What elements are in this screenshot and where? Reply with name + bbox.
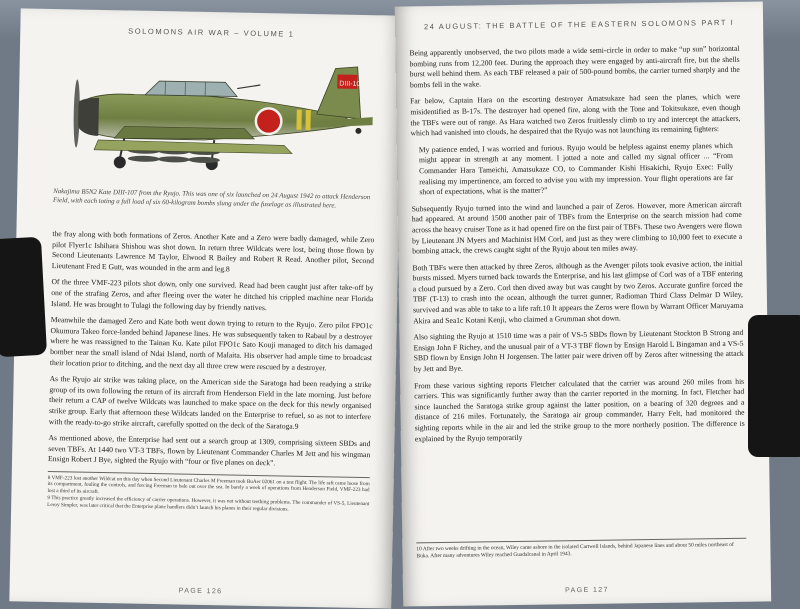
right-page — [395, 1, 771, 606]
left-page — [9, 8, 402, 608]
foam-weight-left — [0, 237, 47, 357]
paragraph: From these various sighting reports Fletcher calculated that the carrier was around 260 miles from his carriers. This was significantly further away than the carrier reported in the morning. In fact, Fletcher had since launched the Saratoga strike group against the latter position, on a bearing of 320 degrees and a distance of 216 miles. Fortunately, the Saratoga air group commander, Harry Felt, had monitored the sighting reports while in the air and led the strike group to the more northerly position. The difference is explained by the Ryujo temporarily — [414, 376, 745, 444]
paragraph: As the Ryujo air strike was taking place, on the American side the Saratoga had been readying a strike group of its own following the return of its aircraft from Henderson Field in the late morning. Just before their return a CAP of twelve Wildcats was launched to make space on the deck for this newly organised strike group. Early that afternoon these Wildcats landed on the Enterprise to refuel, so as not to interfere with the ready-to-go strike aircraft, carefully spotted on the deck of the Saratoga.9 — [49, 374, 372, 433]
figure-caption: Nakajima B5N2 Kate DIII-107 from the Ryujo. This was one of six launched on 24 August 1942 to attack Henderson Field, with each toting a full load of six 60-kilogram bombs slung under the fuselage as illustrated here. — [53, 187, 377, 211]
block-quote: My patience ended, I was worried and furious. Ryujo would be helpless against enemy planes which might appear in strength at any moment. I jotted a note and called my signal officer ... “From Commander Hara Tameichi, Amatsukaze CO, to Commander Kishi Hisakichi, Ryujo Exec: Fully realising my impertinence, am forced to advise you with my impression. Your flight operations are far short of expectations, what is the matter?” — [419, 141, 734, 198]
right-body-text — [409, 44, 745, 451]
paragraph: Also sighting the Ryujo at 1510 time was a pair of VS-5 SBDs flown by Lieutenant Stockton B Strong and Ensign John F Richey, and the unusual pair of a VT-3 TBF flown by Ensign Harold L Bingaman and a VS-5 SBD flown by Ensign John H Jorgensen. The latter pair were driven off by Zeros after witnessing the attack by Jett and Bye. — [413, 328, 744, 375]
left-body-text — [47, 229, 374, 515]
footnote: 9 This practice greatly increased the efficiency of carrier operations. However, it was not without teething problems. The commander of VS-5, Lieutenant Leroy Simpler, was later critical that the Enterprise plane handlers didn’t launch his planes in their regular divisions. — [47, 495, 369, 514]
page-number: PAGE 126 — [10, 584, 392, 598]
paragraph: Both TBFs were then attacked by three Zeros, although as the Avenger pilots took evasive action, the initial bursts missed. Myers turned back towards the Enterprise, and his last glimpse of Corl was of a TBF entering a cloud pursued by a Zero. Corl then dived away but was caught by two Zeros. Accurate gunfire forced the TBF (T-13) to crash into the ocean, although the turret gunner, Radioman Third Class Delmar D Wiley, survived and was able to take to a life raft.10 It appears the Zeros were flown by Warrant Officer Maruyama Akira and Sea1c Kotani Kenji, who claimed a Grumman shot down. — [412, 258, 743, 326]
tail-code: DIII-107 — [339, 81, 364, 88]
paragraph: the fray along with both formations of Zeros. Another Kate and a Zero were badly damaged, while Zero pilot Flyer1c Ishihara Shishou was shot down. In return three Wildcats were lost, being those flown by Second Lieutenants Lawrence M Taylor, Elwood R Bailey and Robert R Read. Another pilot, Second Lieutenant Fred E Gutt, was wounded in the arm and leg.8 — [52, 229, 375, 278]
paragraph: Of the three VMF-223 pilots shot down, only one survived. Read had been caught just after take-off by one of the strafing Zeros, and after fleeing over the water he ditched his crippled machine near Florida Island. He was brought to Tulagi the following day by friendly natives. — [51, 277, 374, 315]
kate-torpedo-bomber-image — [53, 53, 381, 189]
paragraph: Being apparently unobserved, the two pilots made a wide semi-circle in order to make “up sun” horizontal bombing runs from 12,200 feet. During the approach they were engaged by anti-aircraft fire, but the shells burst well behind them. As each TBF released a pair of 500-pound bombs, the carrier turned sharply and the bombs fell in the wake. — [409, 44, 740, 91]
paragraph: Subsequently Ryujo turned into the wind and launched a pair of Zeros. However, more American aircraft had appeared. At around 1500 another pair of TBFs from the Enterprise on the search mission had come across the heavy cruiser Tone as it had opened fire on the first pair of TBFs. These two Avengers were flown by Lieutenant JN Myers and Machinist HM Corl, and just as they were climbing to 10,000 feet to execute a bombing attack, the crews caught sight of the Ryujo about ten miles away. — [412, 199, 743, 257]
page-number: PAGE 127 — [403, 584, 771, 596]
foam-weight-right — [748, 315, 800, 457]
right-running-head: 24 AUGUST: THE BATTLE OF THE EASTERN SOLOMONS PART I — [395, 17, 763, 31]
left-running-head: SOLOMONS AIR WAR – VOLUME 1 — [20, 24, 402, 40]
footnotes — [47, 471, 370, 514]
paragraph: Meanwhile the damaged Zero and Kate both went down trying to return to the Ryujo. Zero pilot FPO1c Okumura Takeo force-landed behind Japanese lines. He was subsequently taken to Rabaul by a destroyer where he was reassigned to the Tainan Ku. Kate pilot FPO1c Sato Kouji managed to ditch his damaged bomber near the small island of Ndai Island, north of Malaita. His observer had ample time to broadcast their location prior to ditching, and the next day all three crew were rescued by a destroyer. — [50, 315, 373, 374]
footnote: 8 VMF-223 lost another Wildcat on this day when Second Lieutenant Charles M Freeman took BuAer 02061 on a test flight. The life raft came loose from its compartment, fouling the controls, and forcing Freeman to bale out over the sea. In barely a week of operations from Henderson Field, VMF-223 had lost a third of its aircraft. — [47, 475, 369, 500]
paragraph: As mentioned above, the Enterprise had sent out a search group at 1309, comprising sixteen SBDs and seven TBFs. At 1440 two VT-3 TBFs, flown by Lieutenant Commander Charles M Jett and his wingman Ensign Robert J Bye, sighted the Ryujo with “four or five planes on deck”. — [48, 433, 371, 471]
paragraph: Far below, Captain Hara on the escorting destroyer Amatsukaze had seen the planes, which were misidentified as B-17s. The destroyer had opened fire, along with the Tone and Tokitsukaze, even though the TBFs were out of range. As Hara watched two Zeros fruitlessly climb to try and intercept the attackers, which had vanished into clouds, he despaired that the Ryujo was not launching its remaining fighters: — [410, 92, 741, 139]
aircraft-illustration — [53, 53, 381, 189]
footnote: 10 After two weeks drifting in the ocean, Wiley came ashore in the isolated Cartwell Islands, behind Japanese lines and about 50 miles northeast of Buka. After many adventures Wiley reached Guadalcanal in April 1943. — [416, 538, 746, 560]
